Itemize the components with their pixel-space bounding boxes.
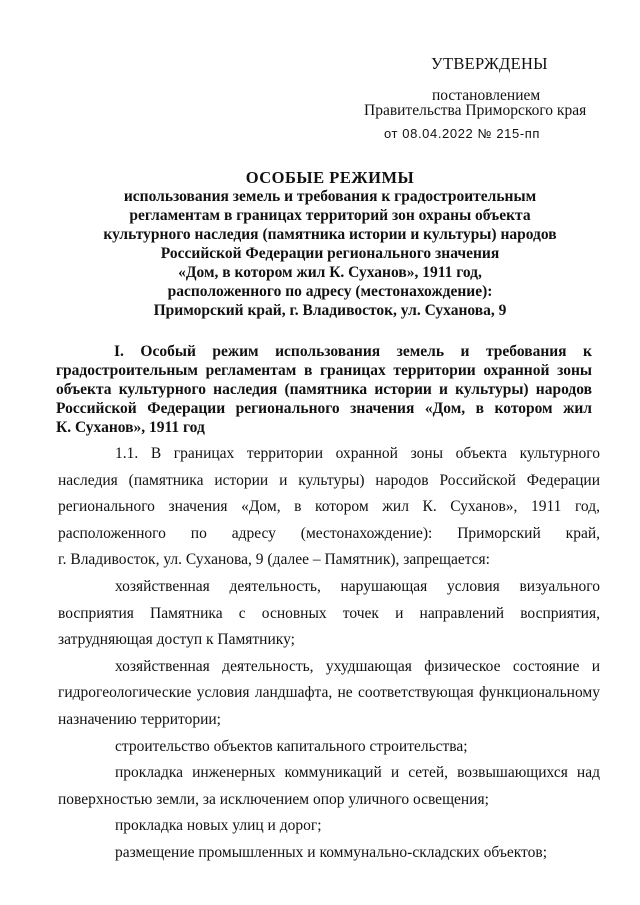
- paragraph-line: затрудняющая доступ к Памятнику;: [58, 631, 295, 649]
- paragraph-line: расположенного по адресу (местонахождение): Приморский край,: [58, 524, 600, 542]
- title-line: «Дом, в котором жил К. Суханов», 1911 год,: [178, 264, 482, 281]
- paragraph-line: хозяйственная деятельность, нарушающая условия визуального: [115, 577, 600, 595]
- paragraph-line: г. Владивосток, ул. Суханова, 9 (далее – Памятник), запрещается:: [58, 551, 490, 569]
- section-heading-line: I. Особый режим использования земель и требования к: [114, 343, 592, 360]
- document-body: [58, 441, 600, 867]
- resolution-line: постановлением: [432, 87, 541, 104]
- paragraph-line: размещение промышленных и коммунально-складских объектов;: [115, 843, 547, 861]
- resolution-date-number: от 08.04.2022 № 215-пп: [384, 126, 541, 141]
- paragraph-line: регионального значения «Дом, в котором жил К. Суханов», 1911 год,: [58, 498, 600, 516]
- section-heading: [56, 342, 592, 437]
- paragraph-line: строительство объектов капитального строительства;: [115, 737, 468, 755]
- section-heading-line: Российской Федерации регионального значения «Дом, в котором жил: [56, 400, 592, 417]
- title-line: Приморский край, г. Владивосток, ул. Суханова, 9: [153, 302, 507, 319]
- title-line: культурного наследия (памятника истории и культуры) народов: [103, 226, 557, 243]
- title-line: регламентам в границах территорий зон охраны объекта: [129, 207, 531, 224]
- paragraph-line: гидрогеологические условия ландшафта, не соответствующая функциональному: [58, 684, 600, 702]
- title-line: использования земель и требования к градостроительным: [123, 188, 537, 205]
- section-heading-line: градостроительным регламентам в границах территории охранной зоны: [56, 362, 592, 379]
- paragraph-line: прокладка инженерных коммуникаций и сетей, возвышающихся над: [115, 764, 600, 782]
- document-title: [60, 168, 600, 320]
- paragraph-line: прокладка новых улиц и дорог;: [115, 817, 322, 835]
- section-heading-line: К. Суханов», 1911 год: [56, 419, 205, 436]
- title-line: Российской Федерации регионального значения: [160, 245, 500, 262]
- paragraph-line: назначению территории;: [58, 710, 221, 728]
- approved-label: УТВЕРЖДЕНЫ: [431, 54, 548, 73]
- section-heading-line: объекта культурного наследия (памятника истории и культуры) народов: [56, 381, 592, 398]
- title-line: расположенного по адресу (местонахождение):: [167, 283, 493, 300]
- government-line: Правительства Приморского края: [364, 102, 587, 119]
- paragraph-line: восприятия Памятника с основных точек и направлений восприятия,: [58, 604, 600, 622]
- title-main: ОСОБЫЕ РЕЖИМЫ: [245, 168, 415, 187]
- paragraph-line: наследия (памятника истории и культуры) народов Российской Федерации: [58, 471, 600, 489]
- paragraph-line: поверхностью земли, за исключением опор уличного освещения;: [58, 790, 489, 808]
- paragraph-line: хозяйственная деятельность, ухудшающая физическое состояние и: [115, 657, 600, 675]
- paragraph-line: 1.1. В границах территории охранной зоны объекта культурного: [115, 445, 600, 462]
